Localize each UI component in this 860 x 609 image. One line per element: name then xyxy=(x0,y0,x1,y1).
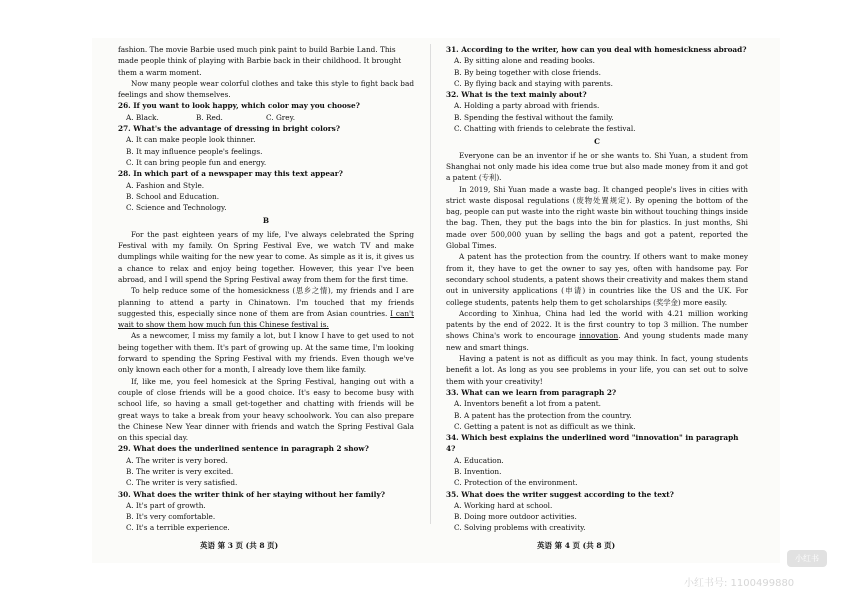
option-33b[interactable]: B. A patent has the protection from the country. xyxy=(454,410,632,420)
option-32a[interactable]: A. Holding a party abroad with friends. xyxy=(454,101,600,111)
option-32b[interactable]: B. Spending the festival without the family. xyxy=(454,112,614,122)
option-28a[interactable]: A. Fashion and Style. xyxy=(126,180,205,190)
option-34c[interactable]: C. Protection of the environment. xyxy=(454,478,578,488)
option-33a[interactable]: A. Inventors benefit a lot from a patent. xyxy=(454,399,601,409)
underlined-sentence: I can't wait to show them how much fun this Chinese festival is. xyxy=(118,308,414,330)
option-28b[interactable]: B. School and Education. xyxy=(126,191,220,201)
column-divider xyxy=(430,44,431,524)
question-33: 33. What can we learn from paragraph 2? xyxy=(446,387,617,397)
option-32c[interactable]: C. Chatting with friends to celebrate the festival. xyxy=(454,124,636,134)
passage-c-p5: Having a patent is not as difficult as you may think. In fact, young students benefit a lot. As long as you see problems in your life, you can set out to solve them with your creativity! xyxy=(446,354,748,386)
intro-paragraph: Now many people wear colorful clothes and take this style to fight back bad feelings and show themselves. xyxy=(118,78,414,100)
question-29: 29. What does the underlined sentence in paragraph 2 show? xyxy=(118,444,369,454)
passage-c-p4-text-a: According to Xinhua, China had led the world with 4.21 million working patents by the end of 2022. It is the first country to top 3 million. The number shows China's work to encourage xyxy=(446,308,748,341)
option-33c[interactable]: C. Getting a patent is not as difficult as we think. xyxy=(454,421,636,431)
passage-b-p2-text: To help reduce some of the homesickness (思乡之情), my friends and I are planning to attend a party in Chinatown. I'm touched that my friends suggested this, especially since none of them are from Asian countries. xyxy=(118,286,414,318)
page-footer-left: 英语 第 3 页 (共 8 页) xyxy=(200,541,279,550)
option-31b[interactable]: B. By being together with close friends. xyxy=(454,67,601,77)
option-26c[interactable]: C. Grey. xyxy=(266,112,296,122)
option-30a[interactable]: A. It's part of growth. xyxy=(126,500,206,510)
option-31c[interactable]: C. By flying back and staying with parents. xyxy=(454,78,613,88)
option-35b[interactable]: B. Doing more outdoor activities. xyxy=(454,512,577,522)
passage-c-p2: In 2019, Shi Yuan made a waste bag. It changed people's lives in cities with strict waste disposal regulations (废物处置规定). By opening the bottom of the bag, people can put waste into the right waste bin without touching things inside the bag. Then, they put the bags into the bin for plastics. In just months, Shi made over 500,000 yuan by selling the bags and got a patent, reported the Global Times. xyxy=(446,184,748,251)
watermark-logo: 小红书 xyxy=(787,550,827,567)
option-27a[interactable]: A. It can make people look thinner. xyxy=(126,135,256,145)
question-30: 30. What does the writer think of her staying without her family? xyxy=(118,489,385,499)
question-34: 34. Which best explains the underlined word "innovation" in paragraph 4? xyxy=(446,433,739,454)
passage-c-p3: A patent has the protection from the country. If others want to make money from it, they have to get the owner to say yes, often with handsome pay. For secondary school students, a patent shows their creativity and makes them stand out in university applications (申请) in countries like the US and the UK. For college students, patents help them to get scholarships (奖学金) more easily. xyxy=(446,252,748,307)
option-27c[interactable]: C. It can bring people fun and energy. xyxy=(126,157,267,167)
option-35a[interactable]: A. Working hard at school. xyxy=(454,500,553,510)
question-28: 28. In which part of a newspaper may this text appear? xyxy=(118,169,343,179)
question-26: 26. If you want to look happy, which color may you choose? xyxy=(118,101,360,111)
passage-b-p4: If, like me, you feel homesick at the Spring Festival, hanging out with a couple of close friends will be a good choice. It's easy to become busy with school life, so having a small get-together and chatting with friends will be great ways to take a break from your heavy schoolwork. You can also prepare the Chinese New Year dinner with friends and watch the Spring Festival Gala on this special day. xyxy=(118,376,414,443)
option-30c[interactable]: C. It's a terrible experience. xyxy=(126,523,230,533)
passage-b-p2 xyxy=(118,285,414,330)
option-26b[interactable]: B. Red. xyxy=(196,112,223,122)
section-c-heading: C xyxy=(594,137,600,147)
option-29b[interactable]: B. The writer is very excited. xyxy=(126,466,234,476)
question-32: 32. What is the text mainly about? xyxy=(446,90,587,100)
option-29a[interactable]: A. The writer is very bored. xyxy=(126,455,228,465)
underlined-word: innovation xyxy=(579,331,619,341)
passage-c-p4 xyxy=(446,308,748,353)
intro-text: fashion. The movie Barbie used much pink paint to build Barbie Land. This made people think of playing with Barbie back in their childhood. It brought them a warm moment. xyxy=(118,45,402,77)
passage-b-p3: As a newcomer, I miss my family a lot, but I know I have to get used to not being together with them. It's part of growing up. At the same time, I'm looking forward to spending the Spring Festival with my friends. Even though we've only known each other for a month, I already love them like family. xyxy=(118,331,414,375)
option-26a[interactable]: A. Black. xyxy=(126,112,159,122)
question-27: 27. What's the advantage of dressing in bright colors? xyxy=(118,124,340,134)
option-28c[interactable]: C. Science and Technology. xyxy=(126,203,227,213)
option-31a[interactable]: A. By sitting alone and reading books. xyxy=(454,56,595,66)
question-35: 35. What does the writer suggest according to the text? xyxy=(446,489,674,499)
passage-b-p1: For the past eighteen years of my life, I've always celebrated the Spring Festival with my family. On Spring Festival Eve, we watch TV and make dumplings while waiting for the new year to come. As simple as it is, it gives us a chance to relax and enjoy being together. However, this year I've been abroad, and I will spend the Spring Festival away from them for the first time. xyxy=(118,229,414,284)
option-27b[interactable]: B. It may influence people's feelings. xyxy=(126,146,263,156)
watermark-id: 小红书号: 1100499880 xyxy=(684,578,795,589)
options-26 xyxy=(118,112,414,123)
option-34a[interactable]: A. Education. xyxy=(454,455,504,465)
option-34b[interactable]: B. Invention. xyxy=(454,466,502,476)
page-footer-right: 英语 第 4 页 (共 8 页) xyxy=(537,541,616,550)
option-29c[interactable]: C. The writer is very satisfied. xyxy=(126,478,238,488)
right-column xyxy=(446,44,748,534)
passage-c-p4-text-b: . And young students made many new and smart things. xyxy=(446,331,748,352)
left-column xyxy=(118,44,414,534)
question-31: 31. According to the writer, how can you deal with homesickness abroad? xyxy=(446,45,747,54)
passage-c-p1: Everyone can be an inventor if he or she wants to. Shi Yuan, a student from Shanghai not only made his idea come true but also made money from it and got a patent (专利). xyxy=(446,150,748,183)
option-30b[interactable]: B. It's very comfortable. xyxy=(126,512,216,522)
option-35c[interactable]: C. Solving problems with creativity. xyxy=(454,523,586,533)
section-b-heading: B xyxy=(262,216,270,226)
